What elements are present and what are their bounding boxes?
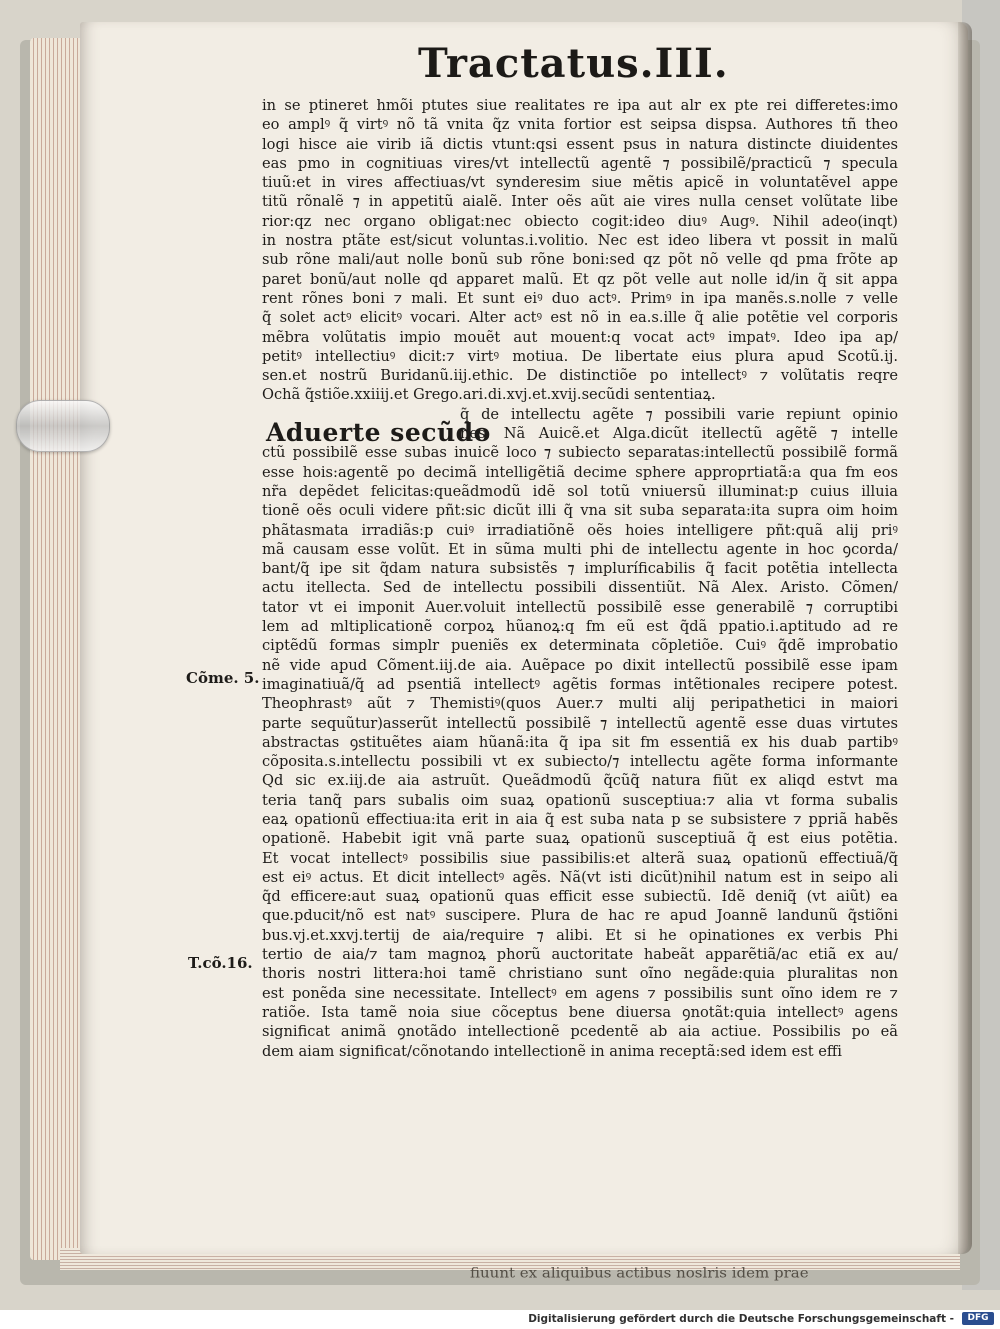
- text-line: sen.et nostrũ Buridanũ.iij.ethic. De distinctiõe po intellectꝰ ⁊ volũtatis reqre: [262, 367, 898, 385]
- text-line: q̃ de intellectu agẽte ⁊ possibili varie repiunt opinio: [460, 405, 898, 423]
- text-line: Theophrastꝰ aũt ⁊ Themistiꝰ(quos Auer.⁊ multi alij peripathetici in maiori: [262, 695, 898, 713]
- text-line: logi hisce aie virib iã dictis vtunt:qsi essent psus in natura distincte diuidentes: [262, 135, 898, 153]
- text-line: tertio de aia/⁊ tam magnoꝝ phorũ auctoritate habeãt apparẽtiã/ac etiã ex au/: [262, 946, 898, 964]
- margin-note-1: Cõme. 5.: [186, 669, 260, 687]
- text-line: opationẽ. Habebit igit vnã parte suaꝝ opationũ susceptiuã q̃ est eius potẽtia.: [262, 830, 898, 848]
- text-line: est ponẽda sine necessitate. Intellectꝰ em agens ⁊ possibilis sunt oĩno idem re ⁊: [262, 984, 898, 1002]
- text-line: cõposita.s.intellectu possibili vt ex subiecto/⁊ intellectu agẽte forma informante: [262, 753, 898, 771]
- text-line: titũ rõnalẽ ⁊ in appetitũ aialẽ. Inter oẽs aũt aie vires nulla censet volũtate libe: [262, 193, 898, 211]
- text-line: petitꝰ intellectiuꝰ dicit:⁊ virtꝰ motiua. De libertate eius plura apud Scotũ.ij.: [262, 347, 898, 365]
- text-line: bant/q̃ ipe sit q̃dam natura subsistẽs ⁊ impluríficabilis q̃ facit potẽtia intellecta: [262, 560, 898, 578]
- text-line: rior:qz nec organo obligat:nec obiecto cogit:ideo diuꝰ Augꝰ. Nihil adeo(inqt): [262, 212, 898, 230]
- gutter-shadow: [958, 22, 972, 1254]
- text-line: in nostra ptãte est/sicut voluntas.i.volitio. Nec est ideo libera vt possit in malũ: [262, 232, 898, 250]
- text-line: que.pducit/nõ est natꝰ suscipere. Plura de hac re apud Joannẽ landunũ q̃stiõni: [262, 907, 898, 925]
- text-line: teria tanq̃ pars subalis oim suaꝝ opationũ susceptiua:⁊ alia vt forma subalis: [262, 791, 898, 809]
- text-line: in se ptineret hmõi ptutes siue realitates re ipa aut alr ex pte rei differetes:imo: [262, 97, 898, 114]
- text-line: thoris nostri littera:hoi tamẽ christiano sunt oĩno negãde:quia pluralitas non: [262, 965, 898, 983]
- text-line: sub rõne mali/aut nolle bonũ sub rõne boni:sed qz põt nõ velle qd pma frõte ap: [262, 251, 898, 269]
- text-line: eo amplꝰ q̃ virtꝰ nõ tã vnita q̃z vnita fortior est seipsa dispsa. Authores tñ theo: [262, 116, 898, 134]
- text-line: est eiꝰ actus. Et dicit intellectꝰ agẽs. Nã(vt isti dicũt)nihil natum est in seipo ali: [262, 868, 898, 886]
- text-line: mã causam esse volũt. Et in sũma multi phi de intellectu agente in hoc ꝯcorda/: [262, 540, 898, 558]
- margin-note-2: T.cõ.16.: [188, 954, 253, 972]
- text-line: nr̃a depẽdet felicitas:queãdmodũ idẽ sol totũ vniuersũ illuminat:p cuius illuia: [262, 482, 898, 500]
- text-line: actu itellecta. Sed de intellectu possibili dissentiũt. Nã Alex. Aristo. Cõmen/: [262, 579, 898, 597]
- text-line: rent rõnes boni ⁊ mali. Et sunt eiꝰ duo actꝰ. Primꝰ in ipa manẽs.s.nolle ⁊ velle: [262, 289, 898, 307]
- text-line: lem ad mltiplicationẽ corpoꝝ hũanoꝝ:q fm eũ est q̃dã ppatio.i.aptitudo ad re: [262, 618, 898, 636]
- text-line: q̃d efficere:aut suaꝝ opationũ quas efficit esse subiectũ. Idẽ deniq̃ (vt aiũt) ea: [262, 888, 898, 906]
- text-line: dem aiam significat/cõnotando intellectionẽ in anima receptã:sed idem est effi: [262, 1042, 842, 1060]
- text-line: significat animã ꝯnotãdo intellectionẽ pcedentẽ ab aia actiue. Possibilis po eã: [262, 1023, 898, 1041]
- text-line: nẽ vide apud Cõment.iij.de aia. Auẽpace po dixit intellectũ possibilẽ esse ipam: [262, 656, 898, 674]
- bleed-through-strip: fiuunt ex aliquibus actibus noslris idem prae: [470, 1265, 809, 1282]
- text-line: abstractas ꝯstituẽtes aiam hũanã:ita q̃ ipa sit fm essentiã ex his duab partibꝰ: [262, 733, 898, 751]
- text-line: tionẽ oẽs oculi videre pñt:sic dicũt illi q̃ vna sit suba separata:ita supra oim hoim: [262, 502, 898, 520]
- body-text: [262, 96, 898, 1061]
- text-line: ctũ possibilẽ esse subas inuicẽ loco ⁊ subiecto separatas:intellectũ possibilẽ formã: [262, 444, 898, 462]
- text-line: Ochã q̃stiõe.xxiiij.et Grego.ari.di.xvj.et.xvij.secũdi sententiaꝝ.: [262, 386, 716, 404]
- text-line: imaginatiuã/q̃ ad psentiã intellectꝰ agẽtis formas intẽtionales recipere potest.: [262, 675, 898, 693]
- text-line: ratiõe. Ista tamẽ noia siue cõceptus bene diuersa ꝯnotãt:quia intellectꝰ agens: [262, 1003, 898, 1021]
- text-line: Qd sic ex.iij.de aia astruũt. Queãdmodũ q̃cũq̃ natura fiũt ex aliqd estvt ma: [262, 772, 898, 790]
- text-line: parte sequũtur)asserũt intellectũ possibilẽ ⁊ intellectũ agentẽ esse duas virtutes: [262, 714, 898, 732]
- footer-credit: Digitalisierung gefördert durch die Deutsche Forschungsgemeinschaft -: [528, 1313, 954, 1325]
- text-line: eaꝝ opationũ effectiua:ita erit in aia q̃ est suba nata p se subsistere ⁊ ppriã habẽs: [262, 810, 898, 828]
- dfg-logo: DFG: [962, 1312, 994, 1325]
- text-line: tator vt ei imponit Auer.voluit intellectũ possibilẽ esse generabilẽ ⁊ corruptibi: [262, 598, 898, 616]
- text-line: bus.vj.et.xxvj.tertij de aia/require ⁊ alibi. Et si he opinationes ex verbis Phi: [262, 926, 898, 944]
- text-line: paret bonũ/aut nolle qd apparet malũ. Et qz põt velle aut nolle id/in q̃ sit appa: [262, 270, 898, 288]
- text-line: ciptẽdũ formas simplr pueniẽs ex determinata cõpletiõe. Cuiꝰ q̃dẽ improbatio: [262, 637, 898, 655]
- text-line: tiuũ:et in vires affectiuas/vt synderesim siue mẽtis apicẽ in voluntatẽvel appe: [262, 174, 898, 192]
- section-initial: Aduerte secũdo: [266, 418, 491, 447]
- page-clip: [16, 400, 110, 452]
- text-line: q̃ solet actꝰ elicitꝰ vocari. Alter actꝰ est nõ in ea.s.ille q̃ alie potẽtie vel corporis: [262, 309, 898, 327]
- text-line: Et vocat intellectꝰ possibilis siue passibilis:et alterã suaꝝ opationũ effectiuã/q̃: [262, 849, 898, 867]
- text-line: nes. Nã Auicẽ.et Alga.dicũt itellectũ agẽtẽ ⁊ intelle: [460, 425, 898, 443]
- text-line: mẽbra volũtatis impio mouẽt aut mouent:q vocat actꝰ impatꝰ. Ideo ipa ap/: [262, 328, 898, 346]
- text-line: esse hois:agentẽ po decimã intelligẽtiã decime sphere approprtiatã:a qua fm eos: [262, 463, 898, 481]
- text-line: phãtasmata irradiãs:p cuiꝰ irradiatiõnẽ oẽs hoies intelligere pñt:quã alij priꝰ: [262, 521, 898, 539]
- page-heading: Tractatus.III.: [418, 40, 729, 87]
- text-line: eas pmo in cognitiuas vires/vt intellectũ agentẽ ⁊ possibilẽ/practicũ ⁊ specula: [262, 154, 898, 172]
